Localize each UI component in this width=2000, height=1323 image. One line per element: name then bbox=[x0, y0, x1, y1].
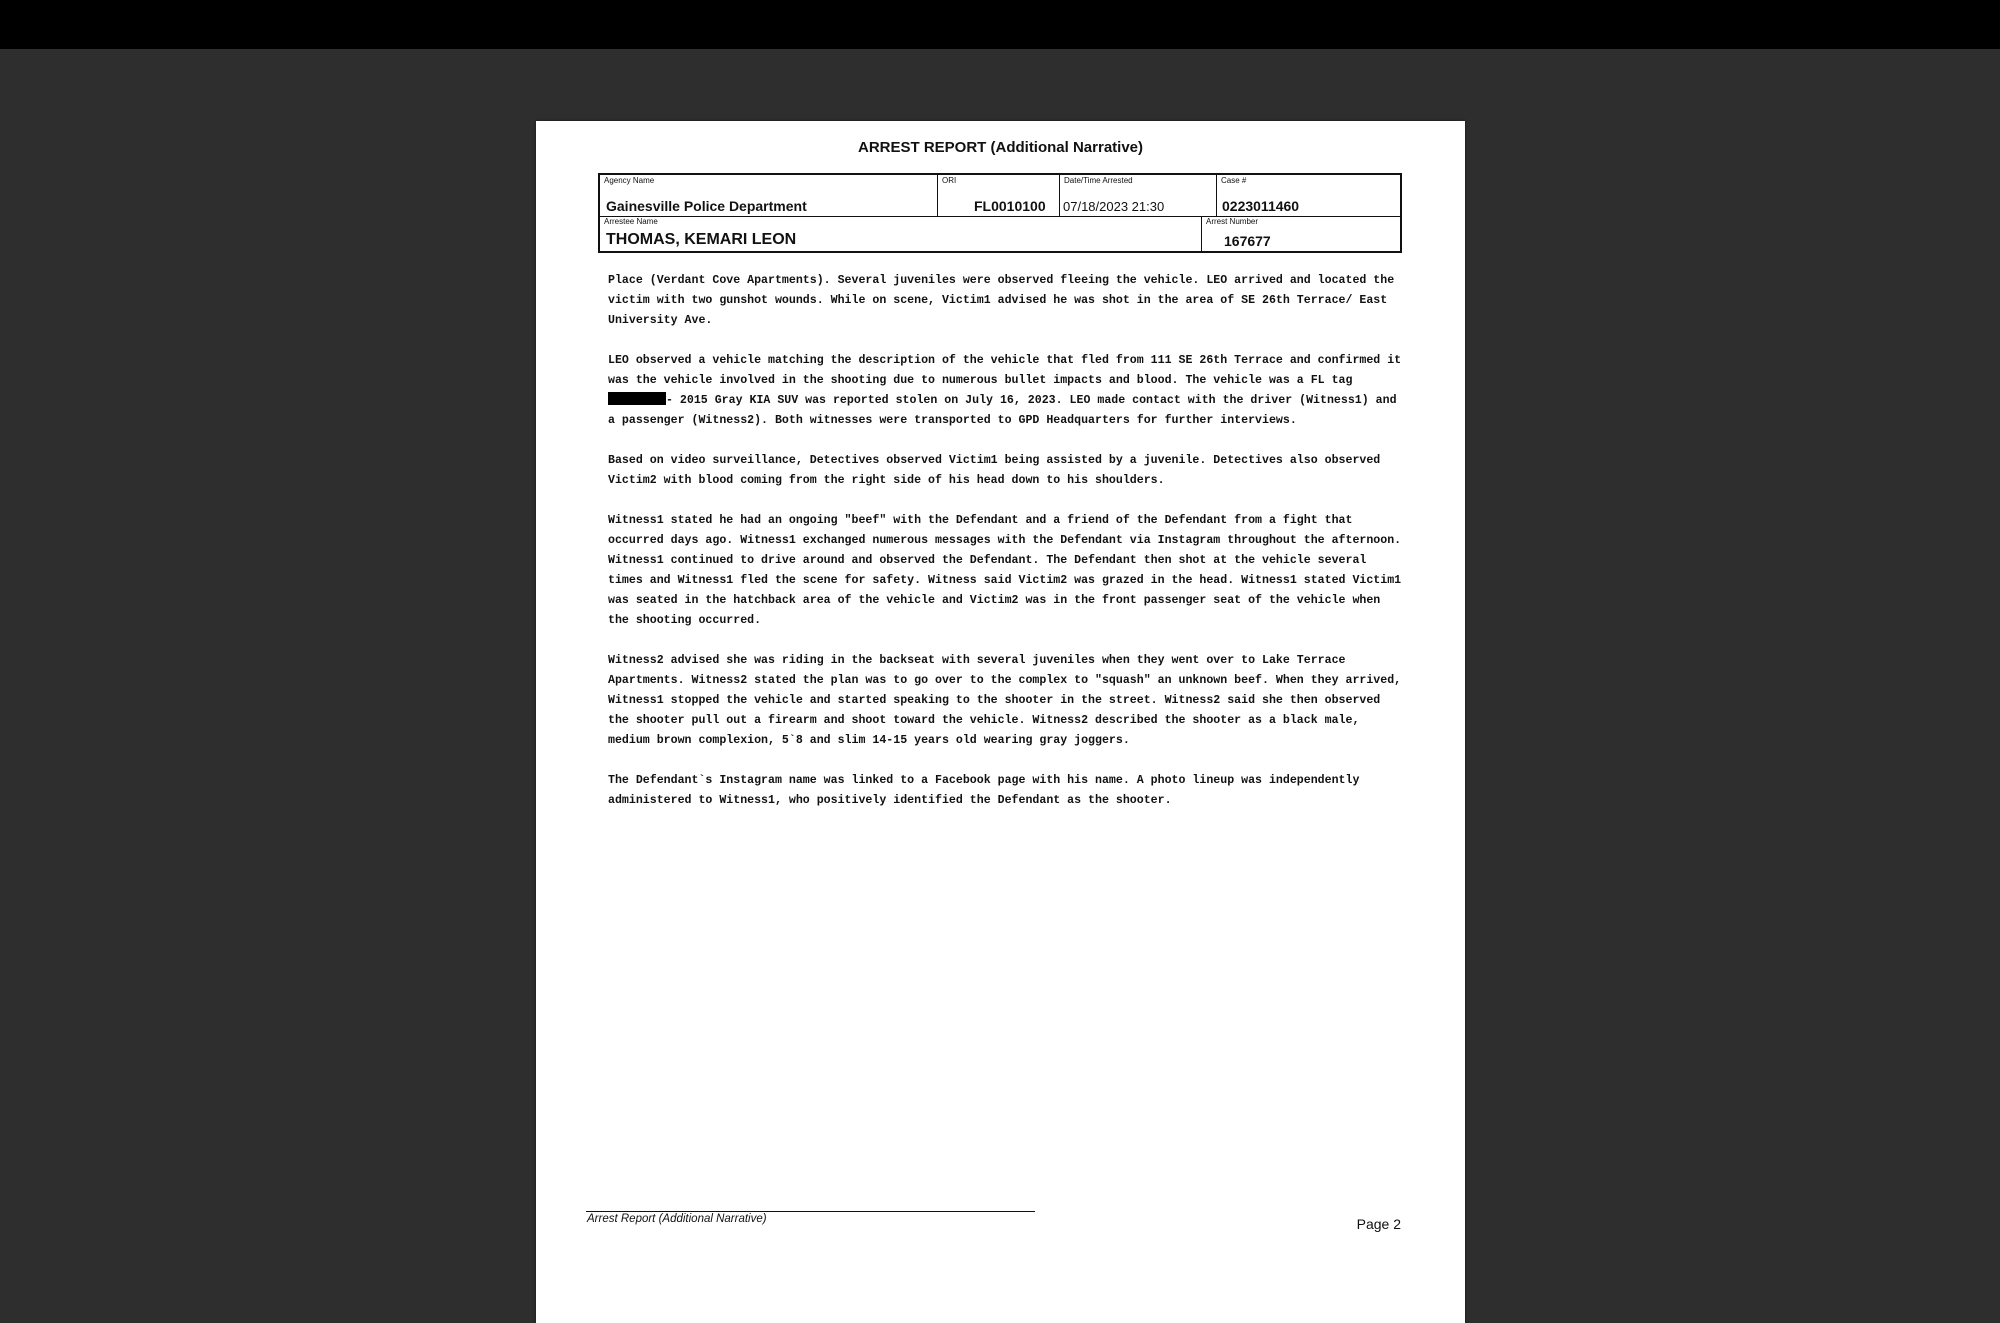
arrestee-label: Arrestee Name bbox=[604, 217, 658, 226]
case-number-cell bbox=[1216, 175, 1400, 216]
narrative-body bbox=[608, 271, 1408, 831]
footer-document-title: Arrest Report (Additional Narrative) bbox=[587, 1213, 767, 1225]
narrative-paragraph-6: The Defendant`s Instagram name was linked to a Facebook page with his name. A photo lineup was independently administered to Witness1, who positively identified the Defendant as the shooter. bbox=[608, 774, 1360, 807]
agency-cell bbox=[600, 175, 937, 216]
date-arrested-cell bbox=[1059, 175, 1216, 216]
narrative-paragraph-1: Place (Verdant Cove Apartments). Several juveniles were observed fleeing the vehicle. LEO arrived and located the victim with two gunshot wounds. While on scene, Victim1 advised he was shot in the area of SE 26th Terrace/ East University Ave. bbox=[608, 274, 1395, 327]
narrative-paragraph-5: Witness2 advised she was riding in the backseat with several juveniles when they went over to Lake Terrace Apartments. Witness2 stated the plan was to go over to the complex to "squash" an unknown beef. When they arrived, Witness1 stopped the vehicle and started speaking to the shooter in the street. Witness2 said she then observed the shooter pull out a firearm and shoot toward the vehicle. Witness2 described the shooter as a black male, medium brown complexion, 5`8 and slim 14-15 years old wearing gray joggers. bbox=[608, 654, 1402, 747]
redaction-box bbox=[608, 392, 666, 405]
date-arrested-value: 07/18/2023 21:30 bbox=[1063, 199, 1165, 214]
header-row-2 bbox=[600, 216, 1400, 251]
ori-value: FL0010100 bbox=[974, 198, 1046, 214]
report-title: ARREST REPORT (Additional Narrative) bbox=[857, 139, 1144, 156]
agency-label: Agency Name bbox=[604, 176, 655, 185]
arrest-number-value: 167677 bbox=[1224, 233, 1271, 249]
narrative-paragraph-3: Based on video surveillance, Detectives observed Victim1 being assisted by a juvenile. Detectives also observed Victim2 with blood coming from the right side of his head down to his shoulders. bbox=[608, 454, 1381, 487]
narrative-paragraph-2 bbox=[608, 351, 1408, 431]
footer-rule bbox=[586, 1211, 1035, 1212]
ori-label: ORI bbox=[942, 176, 957, 185]
arrestee-cell bbox=[600, 216, 1201, 251]
case-number-label: Case # bbox=[1221, 176, 1247, 185]
arrest-number-label: Arrest Number bbox=[1206, 217, 1259, 226]
agency-value: Gainesville Police Department bbox=[606, 198, 807, 214]
case-number-value: 0223011460 bbox=[1222, 198, 1300, 214]
arrest-header-table bbox=[598, 173, 1402, 253]
viewer-top-bar bbox=[0, 0, 2000, 49]
date-arrested-label: Date/Time Arrested bbox=[1064, 176, 1133, 185]
header-row-1 bbox=[600, 175, 1400, 217]
document-page bbox=[536, 121, 1465, 1323]
page-number: Page 2 bbox=[1356, 1216, 1401, 1232]
document-viewer[interactable] bbox=[0, 49, 2000, 1299]
narrative-paragraph-2-start: LEO observed a vehicle matching the description of the vehicle that fled from 111 SE 26th Terrace and confirmed it was the vehicle involved in the shooting due to numerous bullet impacts and blood. The vehicle was a FL tag bbox=[608, 354, 1402, 387]
ori-cell bbox=[937, 175, 1059, 216]
arrest-number-cell bbox=[1201, 216, 1400, 251]
narrative-paragraph-2-end: - 2015 Gray KIA SUV was reported stolen on July 16, 2023. LEO made contact with the driver (Witness1) and a passenger (Witness2). Both witnesses were transported to GPD Headquarters for further interviews. bbox=[608, 394, 1397, 427]
narrative-paragraph-4: Witness1 stated he had an ongoing "beef" with the Defendant and a friend of the Defendant from a fight that occurred days ago. Witness1 exchanged numerous messages with the Defendant via Instagram throughout the afternoon. Witness1 continued to drive around and observed the Defendant. The Defendant then shot at the vehicle several times and Witness1 fled the scene for safety. Witness said Victim2 was grazed in the head. Witness1 stated Victim1 was seated in the hatchback area of the vehicle and Victim2 was in the front passenger seat of the vehicle when the shooting occurred. bbox=[608, 514, 1402, 627]
arrestee-name-value: THOMAS, KEMARI LEON bbox=[606, 231, 797, 248]
